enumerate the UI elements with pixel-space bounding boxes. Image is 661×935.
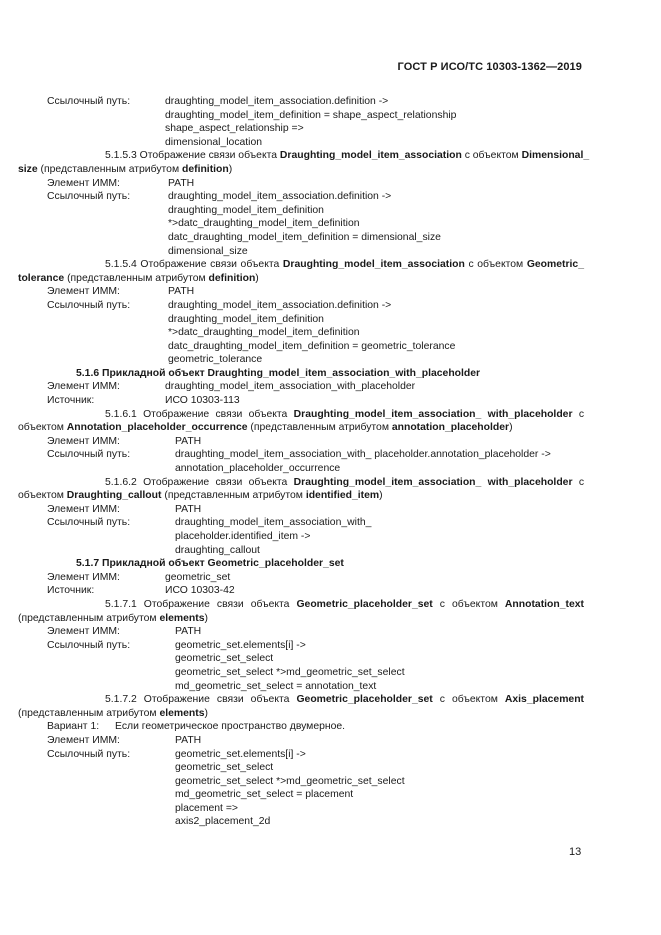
path-line: draughting_model_item_association.definition -> <box>168 299 392 311</box>
ref-path-row <box>47 639 584 693</box>
imm-element-row <box>47 503 584 517</box>
section-5-1-6-title: 5.1.6 Прикладной объект Draughting_model_item_association_with_placeholder <box>76 367 481 379</box>
ref-path-row <box>47 516 584 557</box>
variant-label: Вариант 1: <box>47 721 100 733</box>
section-5-1-5-4-heading: 5.1.5.4 Отображение связи объекта Draughting_model_item_association с объектом Geometric_ tolerance (представленным атрибутом definition) <box>18 259 584 284</box>
imm-element-value: PATH <box>175 435 202 447</box>
section-5-1-5-3-heading: 5.1.5.3 Отображение связи объекта Draughting_model_item_association с объектом Dimensional_ size (представленным атрибутом definition) <box>18 150 590 175</box>
imm-element-row <box>47 285 584 299</box>
section-5-1-6-2-heading: 5.1.6.2 Отображение связи объекта Draughting_model_item_association_ with_placeholder с объектом Draughting_callout (представленным атрибутом identified_item) <box>18 476 585 502</box>
imm-element-label: Элемент ИММ: <box>47 734 120 746</box>
imm-element-value: PATH <box>168 286 195 298</box>
source-label: Источник: <box>47 585 95 597</box>
section-5-1-6-1-heading: 5.1.6.1 Отображение связи объекта Draughting_model_item_association_ with_placeholder с объектом Annotation_placeholder_occurrence (представленным атрибутом annotation_placeholder) <box>18 408 585 434</box>
imm-element-label: Элемент ИММ: <box>47 177 120 189</box>
path-line: draughting_model_item_association_with_ placeholder.annotation_placeholder -> <box>175 449 551 461</box>
ref-path-label: Ссылочный путь: <box>47 96 131 107</box>
ref-path-row <box>47 299 584 367</box>
imm-element-row <box>47 435 584 449</box>
imm-element-value: geometric_set <box>165 571 231 583</box>
path-line: draughting_model_item_association_with_ <box>175 517 372 529</box>
imm-element-label: Элемент ИММ: <box>47 571 120 583</box>
section-5-1-7-2-heading: 5.1.7.2 Отображение связи объекта Geometric_placeholder_set с объектом Axis_placement (представленным атрибутом elements) <box>18 694 585 719</box>
path-line: geometric_set.elements[i] -> <box>175 748 306 760</box>
path-line: md_geometric_set_select = annotation_text <box>175 680 377 692</box>
path-line: draughting_callout <box>175 544 260 556</box>
ref-path-values <box>168 299 455 367</box>
source-row <box>47 394 584 408</box>
imm-element-value: PATH <box>175 503 202 515</box>
source-row <box>47 584 584 598</box>
path-line: axis2_placement_2d <box>175 816 271 828</box>
page-number: 13 <box>569 846 582 858</box>
source-label: Источник: <box>47 395 95 407</box>
path-line: geometric_set_select *>md_geometric_set_select <box>175 775 405 787</box>
ref-path-row <box>47 448 584 475</box>
path-line: draughting_model_item_definition <box>168 204 324 216</box>
ref-path-label: Ссылочный путь: <box>47 517 131 529</box>
path-line: geometric_set_select <box>175 762 274 774</box>
ref-path-values <box>175 748 405 830</box>
ref-path-row <box>47 95 584 149</box>
path-line: geometric_set_select <box>175 653 274 665</box>
ref-path-values <box>175 639 405 693</box>
imm-element-value: PATH <box>168 177 195 189</box>
path-line: datc_draughting_model_item_definition = geometric_tolerance <box>168 340 456 352</box>
path-line: md_geometric_set_select = placement <box>175 789 354 801</box>
ref-path-label: Ссылочный путь: <box>47 639 131 651</box>
path-line: draughting_model_item_definition = shape_aspect_relationship <box>165 109 457 121</box>
ref-path-values <box>175 516 371 557</box>
path-line: geometric_set_select *>md_geometric_set_select <box>175 666 405 678</box>
imm-element-value: PATH <box>175 734 202 746</box>
path-line: placeholder.identified_item -> <box>175 531 311 542</box>
ref-path-values <box>175 448 551 475</box>
imm-element-row <box>47 625 584 639</box>
ref-path-label: Ссылочный путь: <box>47 191 131 203</box>
ref-path-row <box>47 190 584 258</box>
imm-element-value: draughting_model_item_association_with_placeholder <box>165 381 416 393</box>
document-body <box>18 95 590 829</box>
imm-element-label: Элемент ИММ: <box>47 435 120 447</box>
ref-path-label: Ссылочный путь: <box>47 299 131 311</box>
path-line: *>datc_draughting_model_item_definition <box>168 218 360 230</box>
imm-element-label: Элемент ИММ: <box>47 503 120 515</box>
imm-element-row <box>47 571 584 585</box>
ref-path-values <box>168 190 441 258</box>
section-5-1-7-1-heading: 5.1.7.1 Отображение связи объекта Geometric_placeholder_set с объектом Annotation_text (представленным атрибутом elements) <box>18 598 585 624</box>
imm-element-label: Элемент ИММ: <box>47 381 120 393</box>
path-line: draughting_model_item_association.definition -> <box>168 191 392 203</box>
section-5-1-7-title: 5.1.7 Прикладной объект Geometric_placeholder_set <box>76 558 344 570</box>
variant-row <box>47 720 584 734</box>
ref-path-label: Ссылочный путь: <box>47 748 131 760</box>
source-value: ИСО 10303-113 <box>165 395 240 407</box>
imm-element-row <box>47 177 584 191</box>
path-line: dimensional_location <box>165 136 263 148</box>
imm-element-label: Элемент ИММ: <box>47 626 120 638</box>
path-line: datc_draughting_model_item_definition = dimensional_size <box>168 231 441 243</box>
path-line: placement => <box>175 802 238 814</box>
path-line: annotation_placeholder_occurrence <box>175 463 341 475</box>
ref-path-row <box>47 748 584 830</box>
path-line: dimensional_size <box>168 245 248 257</box>
path-line: geometric_set.elements[i] -> <box>175 639 306 651</box>
ref-path-label: Ссылочный путь: <box>47 449 131 461</box>
document-code-header: ГОСТ Р ИСО/ТС 10303-1362—2019 <box>397 61 582 73</box>
path-line: draughting_model_item_association.definition -> <box>165 96 389 107</box>
path-line: shape_aspect_relationship => <box>165 123 304 135</box>
path-line: geometric_tolerance <box>168 354 263 366</box>
ref-path-values <box>165 95 456 149</box>
imm-element-value: PATH <box>175 626 202 638</box>
imm-element-row <box>47 380 584 394</box>
imm-element-row <box>47 734 584 748</box>
variant-text: Если геометрическое пространство двумерное. <box>115 721 346 733</box>
source-value: ИСО 10303-42 <box>165 585 235 597</box>
path-line: *>datc_draughting_model_item_definition <box>168 327 360 339</box>
imm-element-label: Элемент ИММ: <box>47 286 120 298</box>
path-line: draughting_model_item_definition <box>168 313 324 325</box>
